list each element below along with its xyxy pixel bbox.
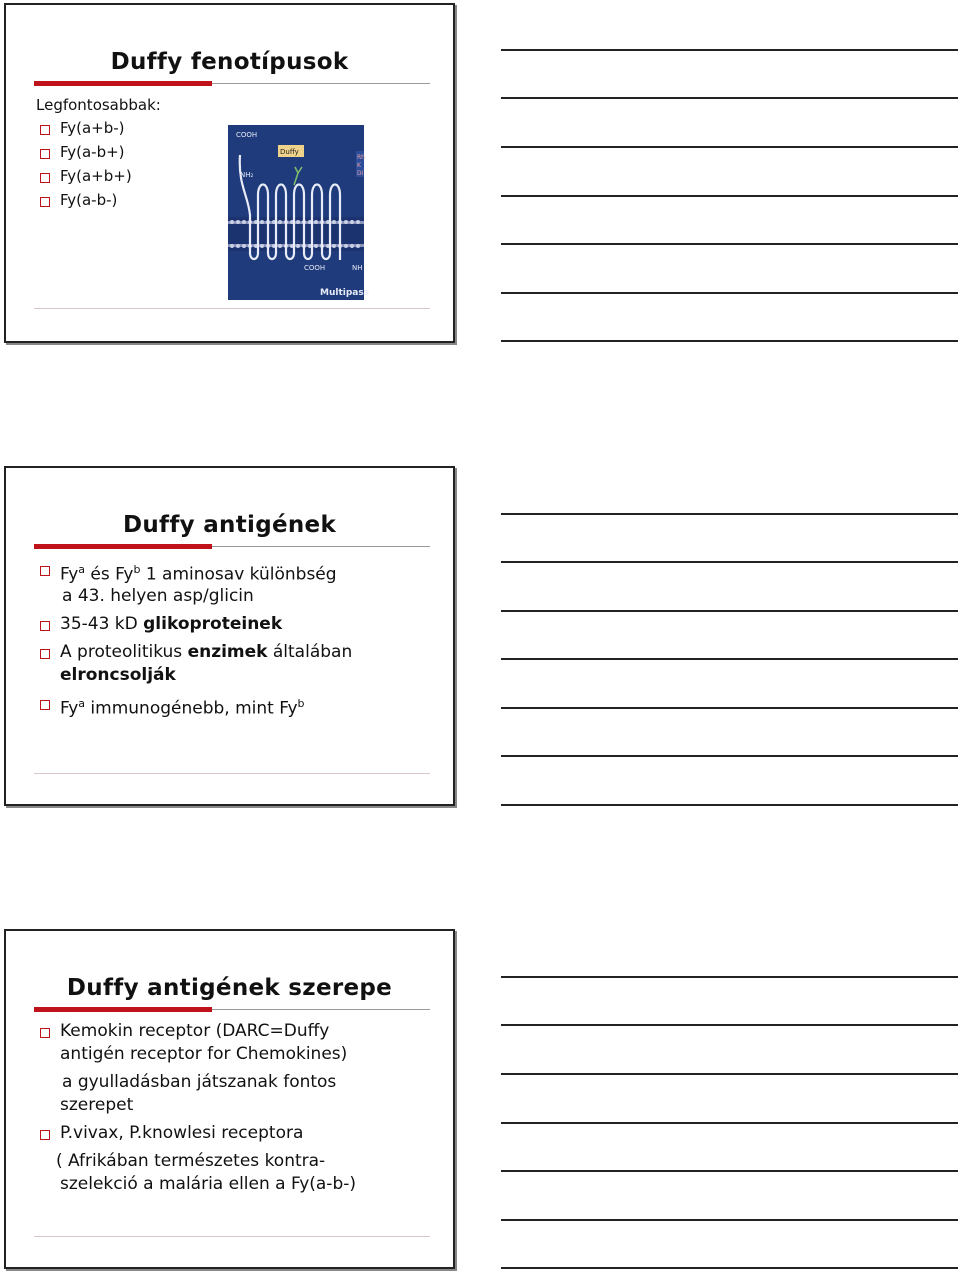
bullet-icon <box>40 149 50 159</box>
title-underline <box>34 544 430 549</box>
list-item: Kemokin receptor (DARC=Duffy <box>60 1021 330 1041</box>
svg-text:Di: Di <box>357 170 364 177</box>
note-line <box>501 195 958 197</box>
note-line <box>501 755 958 757</box>
list-item: Fy(a+b+) <box>60 167 132 185</box>
bullet-icon <box>40 1130 50 1140</box>
note-line <box>501 561 958 563</box>
note-line <box>501 610 958 612</box>
list-item: Fy(a-b+) <box>60 143 125 161</box>
note-line <box>501 707 958 709</box>
note-line <box>501 513 958 515</box>
note-line <box>501 1024 958 1026</box>
list-item-continuation: antigén receptor for Chemokines) <box>60 1044 348 1064</box>
footer-divider <box>34 308 430 309</box>
slide-1 <box>4 3 455 343</box>
title-underline <box>34 1007 430 1012</box>
note-line <box>501 1170 958 1172</box>
list-item: Fy$^a$ és Fy$^b$ 1 aminosav különbség <box>60 563 337 585</box>
list-item-continuation: ( Afrikában természetes kontra- <box>56 1151 326 1171</box>
note-line <box>501 804 958 806</box>
duffy-label: Duffy <box>280 148 299 156</box>
title-underline <box>34 81 430 86</box>
bullet-icon <box>40 621 50 631</box>
list-item: A proteolitikus enzimek általában <box>60 642 353 662</box>
slide-title: Duffy fenotípusok <box>110 49 349 75</box>
duffy-membrane-diagram <box>228 125 370 300</box>
slide-2 <box>4 466 455 806</box>
note-line <box>501 97 958 99</box>
slide-title: Duffy antigének <box>122 512 337 538</box>
list-item-continuation: a 43. helyen asp/glicin <box>62 586 254 606</box>
list-item-continuation: szelekció a malária ellen a Fy(a-b-) <box>60 1174 356 1194</box>
note-line <box>501 1073 958 1075</box>
slide-title: Duffy antigének szerepe <box>66 975 393 1001</box>
svg-text:K: K <box>357 162 361 169</box>
list-item-continuation: szerepet <box>60 1095 134 1115</box>
note-line <box>501 292 958 294</box>
list-item: Fy(a+b-) <box>60 119 125 137</box>
nh-right-label: NH <box>352 264 363 272</box>
footer-divider <box>34 773 430 774</box>
cooh-bottom-label: COOH <box>304 264 326 272</box>
list-item: 35-43 kD glikoproteinek <box>60 614 283 634</box>
note-line <box>501 1267 958 1269</box>
note-line <box>501 976 958 978</box>
slide-3 <box>4 929 455 1269</box>
bullet-icon <box>40 700 50 710</box>
list-item: Fy(a-b-) <box>60 191 118 209</box>
intro-text: Legfontosabbak: <box>36 96 161 114</box>
note-line <box>501 340 958 342</box>
multipass-label: Multipass <box>320 288 370 298</box>
footer-divider <box>34 1236 430 1237</box>
note-line <box>501 243 958 245</box>
cooh-top-label: COOH <box>236 131 258 139</box>
list-item-continuation: elroncsolják <box>60 665 176 685</box>
bullet-icon <box>40 649 50 659</box>
note-line <box>501 49 958 51</box>
bullet-icon <box>40 197 50 207</box>
bullet-icon <box>40 173 50 183</box>
note-line <box>501 146 958 148</box>
note-line <box>501 1219 958 1221</box>
list-item: P.vivax, P.knowlesi receptora <box>60 1123 304 1143</box>
note-line <box>501 1122 958 1124</box>
list-item: Fy$^a$ immunogénebb, mint Fy$^b$ <box>60 697 305 719</box>
note-line <box>501 658 958 660</box>
bullet-icon <box>40 566 50 576</box>
svg-text:Rh: Rh <box>357 154 365 161</box>
bullet-icon <box>40 125 50 135</box>
list-item-continuation: a gyulladásban játszanak fontos <box>62 1072 337 1092</box>
bullet-icon <box>40 1028 50 1038</box>
nh2-label: NH₂ <box>240 171 254 179</box>
